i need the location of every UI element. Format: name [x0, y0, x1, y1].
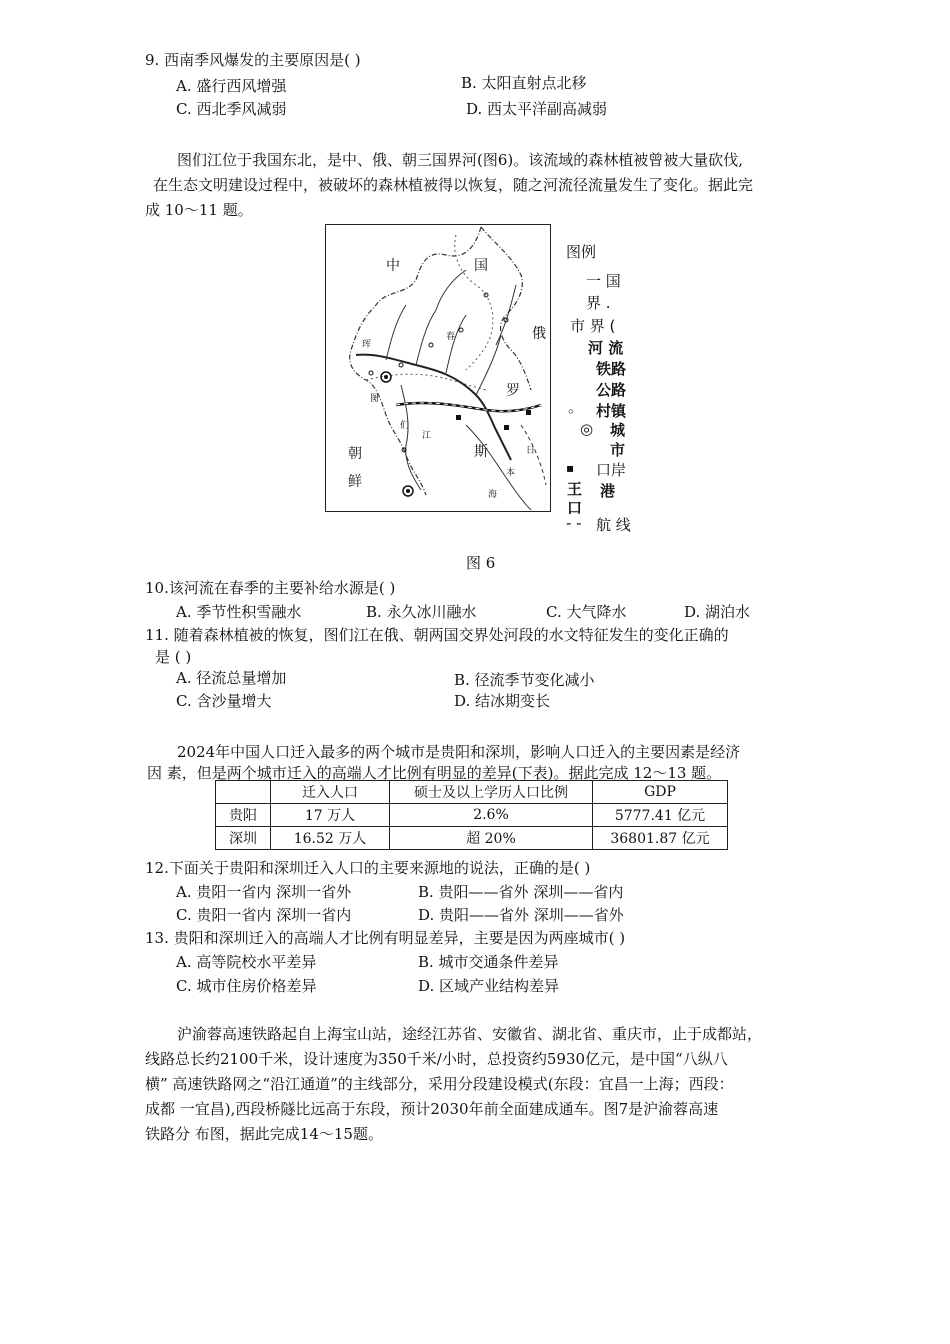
- legend-city: 城 市: [610, 421, 626, 459]
- map-drawing: [326, 225, 550, 511]
- legend-route: 航 线: [596, 516, 631, 534]
- table-header-cell: 硕士及以上学历人口比例: [390, 781, 593, 804]
- table-row: [216, 804, 728, 827]
- legend-port-symbol: ▪: [566, 461, 575, 475]
- q10-option-a[interactable]: A. 季节性积雪融水: [176, 603, 302, 621]
- legend-national-border: 一 国 界 .: [586, 272, 621, 312]
- legend-route-symbol: - -: [566, 514, 582, 532]
- q10-stem: 10.该河流在春季的主要补给水源是( ): [145, 579, 396, 597]
- table-cell: 36801.87 亿元: [593, 827, 728, 850]
- passage-line: 图们江位于我国东北，是中、俄、朝三国界河(图6)。该流域的森林植被曾被大量砍伐,: [177, 151, 744, 169]
- legend-city-border: 市 界 (: [570, 317, 616, 335]
- map-label-hai: 海: [488, 490, 498, 500]
- passage-railway: [145, 1022, 825, 1147]
- q13-option-b[interactable]: B. 城市交通条件差异: [418, 953, 559, 971]
- q9-option-c[interactable]: C. 西北季风减弱: [176, 100, 287, 118]
- migration-table: [215, 780, 728, 850]
- map-label-jiang: 江: [422, 431, 432, 441]
- q13-stem: 13. 贵阳和深圳迁入的高端人才比例有明显差异，主要是因为两座城市( ): [145, 929, 626, 947]
- map-label-china-1: 中: [386, 258, 400, 274]
- table-header-cell: GDP: [593, 781, 728, 804]
- passage-line: 2024年中国人口迁入最多的两个城市是贵阳和深圳，影响人口迁入的主要因素是经济: [177, 743, 741, 761]
- q11-stem-cont: 是 ( ): [155, 648, 192, 666]
- passage-line: 沪渝蓉高速铁路起自上海宝山站，途经江苏省、安徽省、湖北省、重庆市，止于成都站，: [177, 1025, 763, 1043]
- map-label-ri: 日: [526, 446, 536, 456]
- table-cell: 16.52 万人: [271, 827, 390, 850]
- map-label-russia-1: 俄: [532, 326, 546, 342]
- passage-line: 因 素，但是两个城市迁入的高端人才比例有明显的差异(下表)。据此完成 12～13 题。: [147, 764, 722, 782]
- map-label-ben: 本: [506, 468, 516, 478]
- q13-option-d[interactable]: D. 区域产业结构差异: [418, 977, 560, 995]
- legend-town: 村镇: [596, 402, 627, 420]
- map-label-hun: 珲: [362, 340, 372, 350]
- table-header-cell: 迁入人口: [271, 781, 390, 804]
- q11-option-b[interactable]: B. 径流季节变化减小: [454, 671, 595, 689]
- q11-option-c[interactable]: C. 含沙量增大: [176, 692, 272, 710]
- q12-option-c[interactable]: C. 贵阳一省内 深圳一省内: [176, 906, 352, 924]
- passage-line: 成都 一宜昌),西段桥隧比远高于东段，预计2030年前全面建成通车。图7是沪渝蓉高速: [145, 1100, 719, 1118]
- q10-option-c[interactable]: C. 大气降水: [546, 603, 627, 621]
- table-header-cell: [216, 781, 271, 804]
- legend-railway: 铁路: [596, 360, 627, 378]
- map-label-russia-2: 罗: [506, 383, 520, 399]
- passage-line: 成 10～11 题。: [145, 201, 253, 219]
- q12-option-b[interactable]: B. 贵阳——省外 深圳——省内: [418, 883, 624, 901]
- passage-line: 线路总长约2100千米，设计速度为350千米/小时，总投资约5930亿元，是中国“八纵八: [145, 1050, 728, 1068]
- map-label-korea-2: 鲜: [348, 474, 362, 490]
- table-cell: 贵阳: [216, 804, 271, 827]
- table-cell: 17 万人: [271, 804, 390, 827]
- figure-caption: 图 6: [466, 554, 496, 572]
- legend-city-symbol: ◎: [580, 420, 594, 438]
- q10-option-b[interactable]: B. 永久冰川融水: [366, 603, 477, 621]
- q12-option-a[interactable]: A. 贵阳一省内 深圳一省外: [176, 883, 352, 901]
- q12-stem: 12.下面关于贵阳和深圳迁入人口的主要来源地的说法，正确的是( ): [145, 859, 591, 877]
- q9-option-b[interactable]: B. 太阳直射点北移: [461, 74, 587, 92]
- q13-option-a[interactable]: A. 高等院校水平差异: [176, 953, 317, 971]
- tumen-river-map: [325, 224, 551, 512]
- passage-line: 铁路分 布图，据此完成14～15题。: [145, 1125, 383, 1143]
- table-header-row: [216, 781, 728, 804]
- passage-line: 在生态文明建设过程中，被破坏的森林植被得以恢复，随之河流径流量发生了变化。据此完: [153, 176, 754, 194]
- legend-harbor: 港: [600, 482, 616, 500]
- table-cell: 深圳: [216, 827, 271, 850]
- legend-harbor-symbol-1: 王: [567, 480, 583, 498]
- map-label-tu: 图: [370, 394, 380, 404]
- legend-highway: 公路: [596, 381, 627, 399]
- map-label-korea-1: 朝: [348, 446, 362, 462]
- q12-option-d[interactable]: D. 贵阳——省外 深圳——省外: [418, 906, 624, 924]
- q13-option-c[interactable]: C. 城市住房价格差异: [176, 977, 317, 995]
- q9-option-d[interactable]: D. 西太平洋副高减弱: [466, 100, 608, 118]
- legend-river: 河 流: [588, 339, 624, 357]
- q10-option-d[interactable]: D. 湖泊水: [684, 603, 751, 621]
- map-label-china-2: 国: [474, 258, 488, 274]
- map-label-men: 们: [400, 421, 410, 431]
- table-cell: 2.6%: [390, 804, 593, 827]
- q11-stem: 11. 随着森林植被的恢复，图们江在俄、朝两国交界处河段的水文特征发生的变化正确的: [145, 626, 729, 644]
- q9-option-a[interactable]: A. 盛行西风增强: [176, 77, 287, 95]
- legend-town-symbol: 。: [568, 398, 584, 416]
- passage-line: 横” 高速铁路网之“沿江通道”的主线部分，采用分段建设模式(东段：宜昌一上海；西段：: [145, 1075, 734, 1093]
- passage-tumen: [145, 148, 825, 223]
- q11-option-d[interactable]: D. 结冰期变长: [454, 692, 551, 710]
- map-label-chun: 春: [446, 332, 456, 342]
- table-row: [216, 827, 728, 850]
- table-cell: 超 20%: [390, 827, 593, 850]
- table-cell: 5777.41 亿元: [593, 804, 728, 827]
- q11-option-a[interactable]: A. 径流总量增加: [176, 669, 287, 687]
- legend-title: 图例: [566, 243, 597, 261]
- q9-stem: 9. 西南季风爆发的主要原因是( ): [145, 51, 361, 69]
- map-label-russia-3: 斯: [474, 444, 488, 460]
- legend-harbor-symbol-2: 口: [567, 499, 583, 517]
- legend-port: 口岸: [596, 461, 627, 479]
